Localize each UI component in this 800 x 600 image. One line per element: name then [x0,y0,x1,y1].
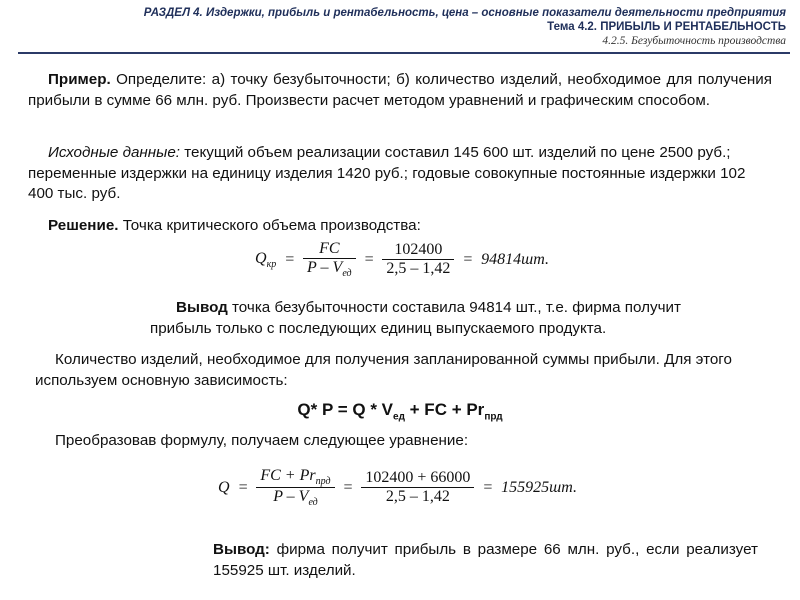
main-dependency-formula: Q* $P = Q * V_{ед}$ + FC + $Pr_{прд}$ [297,400,503,423]
header-divider [18,52,790,54]
subtopic-title: 4.2.5. Безубыточность производства [602,35,786,47]
formula1-lhs: $Q_{кр}$ [255,249,277,270]
formula2-fraction-numeric: $\frac{102400 + 66000}{2,5 - 1,42}$ [361,469,474,506]
formula2-fraction-symbolic: $\frac{FC + Pr_{прд}}{P - V_{ед}}$ [256,467,334,508]
topic-title: Тема 4.2. ПРИБЫЛЬ И РЕНТАБЕЛЬНОСТЬ [547,21,786,33]
transform-paragraph: Преобразовав формулу, получаем следующее уравнение: [55,432,469,449]
conclusion1-text: точка безубыточности составила 94814 шт., т.е. фирма получит прибыль только с последующих единиц выпускаемого продукта. [150,299,681,337]
initial-data-text: текущий объем реализации составил 145 600 шт. изделий по цене 2500 руб.; переменные издержки на единицу изделия 1420 руб.; годовые совокупные постоянные издержки 102 400 тыс. руб. [28,144,746,202]
break-even-formula: $Q_{кр}$ = $\frac{FC}{P - V_{ед}}$ = $\frac{102400}{2,5 - 1,42}$ = 94814шт. [255,240,549,280]
solution-paragraph [28,216,772,237]
formula1-fraction-numeric: $\frac{102400}{2,5 - 1,42}$ [382,241,454,278]
quantity-paragraph: Количество изделий, необходимое для получения запланированной суммы прибыли. Для этого используем основную зависимость: [35,351,732,389]
initial-data-label: Исходные данные: [48,144,180,161]
target-quantity-formula: Q = $\frac{FC + Pr_{прд}}{P - V_{ед}}$ = $\frac{102400 + 66000}{2,5 - 1,42}$ = 155925шт. [218,467,577,509]
example-paragraph [28,70,772,111]
conclusion2-text: фирма получит прибыль в размере 66 млн. руб., если реализует 155925 шт. изделий. [213,541,758,579]
formula1-result: 94814шт. [481,250,549,268]
example-label: Пример. [48,71,111,88]
solution-text: Точка критического объема производства: [118,217,421,234]
example-text: Определите: а) точку безубыточности; б) количество изделий, необходимое для получения прибыли в сумме 66 млн. руб. Произвести расчет методом уравнений и графическим способом. [28,71,772,109]
conclusion2-label: Вывод: [213,541,270,558]
conclusion1-paragraph [150,298,710,339]
section-title: РАЗДЕЛ 4. Издержки, прибыль и рентабельность, цена – основные показатели деятельности предприятия [143,7,786,19]
conclusion2-paragraph [213,540,758,581]
conclusion1-label: Вывод [176,299,228,316]
formula2-lhs: Q [218,478,230,496]
initial-data-paragraph [28,143,772,205]
formula2-result: 155925шт. [501,478,577,496]
formula1-fraction-symbolic: $\frac{FC}{P - V_{ед}}$ [303,240,356,279]
solution-label: Решение. [48,217,119,234]
slide-header [60,6,786,48]
